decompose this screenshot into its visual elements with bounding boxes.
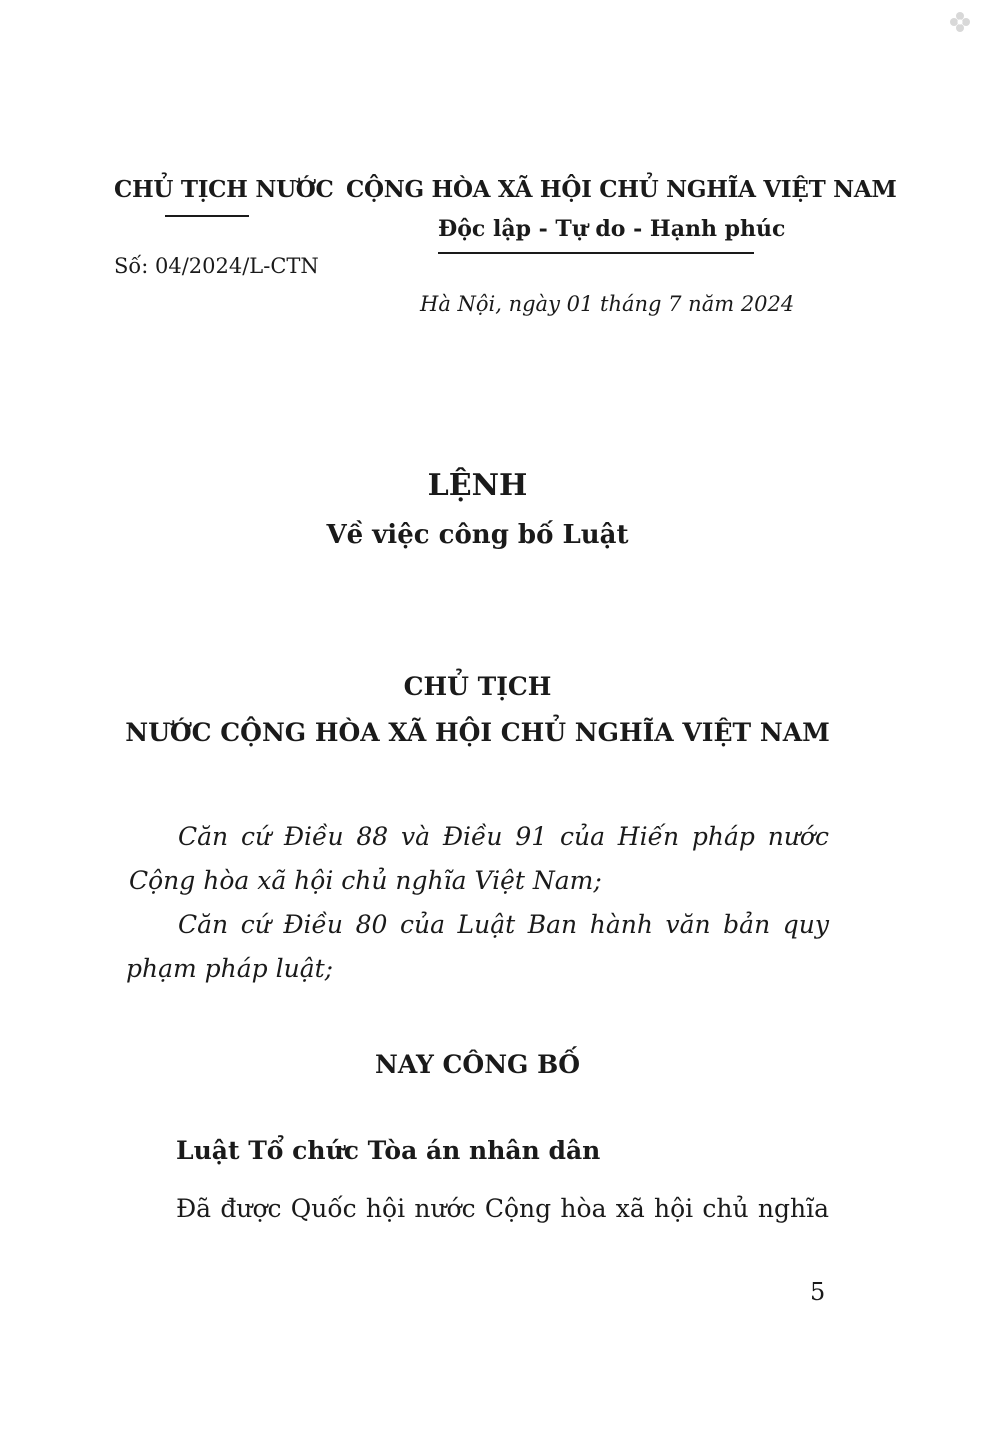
- document-number: Số: 04/2024/L-CTN: [114, 254, 319, 278]
- legal-basis-1-line1: Căn cứ Điều 88 và Điều 91 của Hiến pháp nước: [178, 822, 829, 851]
- passed-statement: Đã được Quốc hội nước Cộng hòa xã hội chủ nghĩa: [176, 1194, 829, 1223]
- legal-basis-1-line2: Cộng hòa xã hội chủ nghĩa Việt Nam;: [129, 866, 602, 895]
- document-title: LỆNH: [427, 468, 528, 503]
- legal-basis-2-line2: phạm pháp luật;: [126, 954, 334, 983]
- place-and-date: Hà Nội, ngày 01 tháng 7 năm 2024: [420, 292, 795, 316]
- legal-basis-2-line1: Căn cứ Điều 80 của Luật Ban hành văn bản quy: [178, 910, 829, 939]
- flower-ornament-icon: [948, 10, 972, 34]
- authority-heading-line1: CHỦ TỊCH: [403, 672, 552, 701]
- page-number: 5: [810, 1278, 826, 1306]
- document-subtitle: Về việc công bố Luật: [326, 520, 629, 550]
- national-title: CỘNG HÒA XÃ HỘI CHỦ NGHĨA VIỆT NAM: [346, 176, 897, 203]
- promulgation-heading: NAY CÔNG BỐ: [374, 1050, 581, 1079]
- authority-heading-line2: NƯỚC CỘNG HÒA XÃ HỘI CHỦ NGHĨA VIỆT NAM: [125, 718, 830, 747]
- issuing-authority: CHỦ TỊCH NƯỚC: [114, 176, 334, 203]
- motto-underline: [438, 252, 754, 254]
- law-name: Luật Tổ chức Tòa án nhân dân: [176, 1136, 601, 1165]
- national-motto: Độc lập - Tự do - Hạnh phúc: [438, 216, 786, 242]
- issuer-underline: [165, 215, 249, 217]
